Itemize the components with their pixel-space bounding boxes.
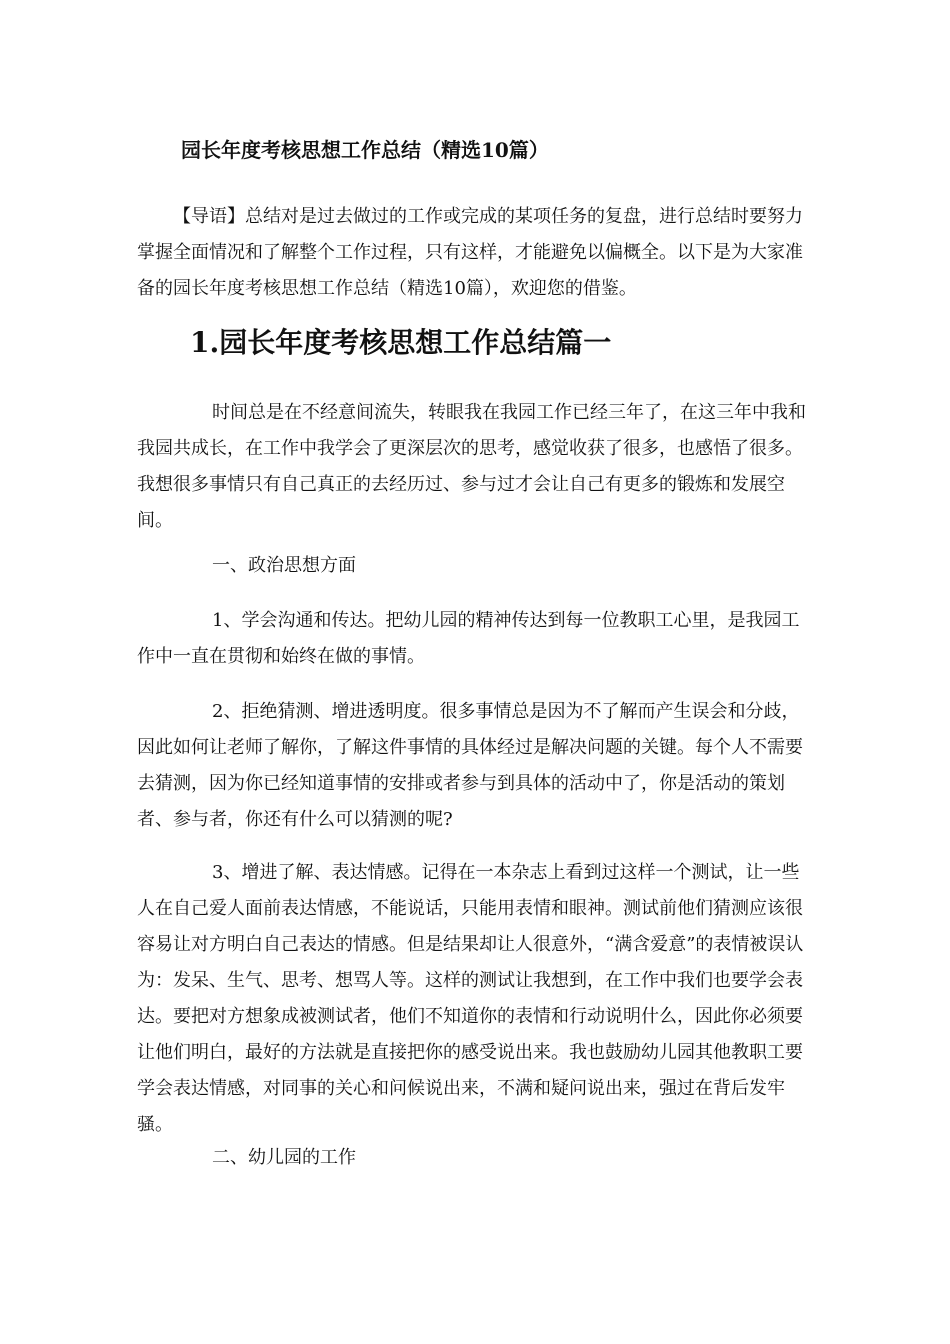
list-item: 3、增进了解、表达情感。记得在一本杂志上看到过这样一个测试，让一些人在自己爱人面前表达情感，不能说话，只能用表情和眼神。测试前他们猜测应该很容易让对方明白自己表达的情感。但是结果却让人很意外，“满含爱意”的表情被误认为：发呆、生气、思考、想骂人等。这样的测试让我想到，在工作中我们也要学会表达。要把对方想象成被测试者，他们不知道你的表情和行动说明什么，因此你必须要让他们明白，最好的方法就是直接把你的感受说出来。我也鼓励幼儿园其他教职工要学会表达情感，对同事的关心和问候说出来，不满和疑问说出来，强过在背后发牢骚。 — [137, 862, 804, 1135]
subsection-heading: 二、幼儿园的工作 — [212, 1147, 356, 1168]
subsection-heading: 一、政治思想方面 — [212, 555, 356, 576]
list-item: 2、拒绝猜测、增进透明度。很多事情总是因为不了解而产生误会和分歧，因此如何让老师了解你，了解这件事情的具体经过是解决问题的关键。每个人不需要去猜测，因为你已经知道事情的安排或者参与到具体的活动中了，你是活动的策划者、参与者，你还有什么可以猜测的呢? — [137, 701, 803, 830]
intro-paragraph: 【导语】总结对是过去做过的工作或完成的某项任务的复盘，进行总结时要努力掌握全面情况和了解整个工作过程，只有这样，才能避免以偏概全。以下是为大家准备的园长年度考核思想工作总结（精选10篇），欢迎您的借鉴。 — [137, 206, 803, 299]
document-title: 园长年度考核思想工作总结（精选10篇） — [181, 138, 549, 162]
list-item: 1、学会沟通和传达。把幼儿园的精神传达到每一位教职工心里，是我园工作中一直在贯彻和始终在做的事情。 — [137, 610, 800, 667]
body-paragraph: 时间总是在不经意间流失，转眼我在我园工作已经三年了，在这三年中我和我园共成长，在工作中我学会了更深层次的思考，感觉收获了很多，也感悟了很多。我想很多事情只有自己真正的去经历过、参与过才会让自己有更多的锻炼和发展空间。 — [137, 402, 806, 531]
section-heading: 1.园长年度考核思想工作总结篇一 — [190, 326, 612, 359]
